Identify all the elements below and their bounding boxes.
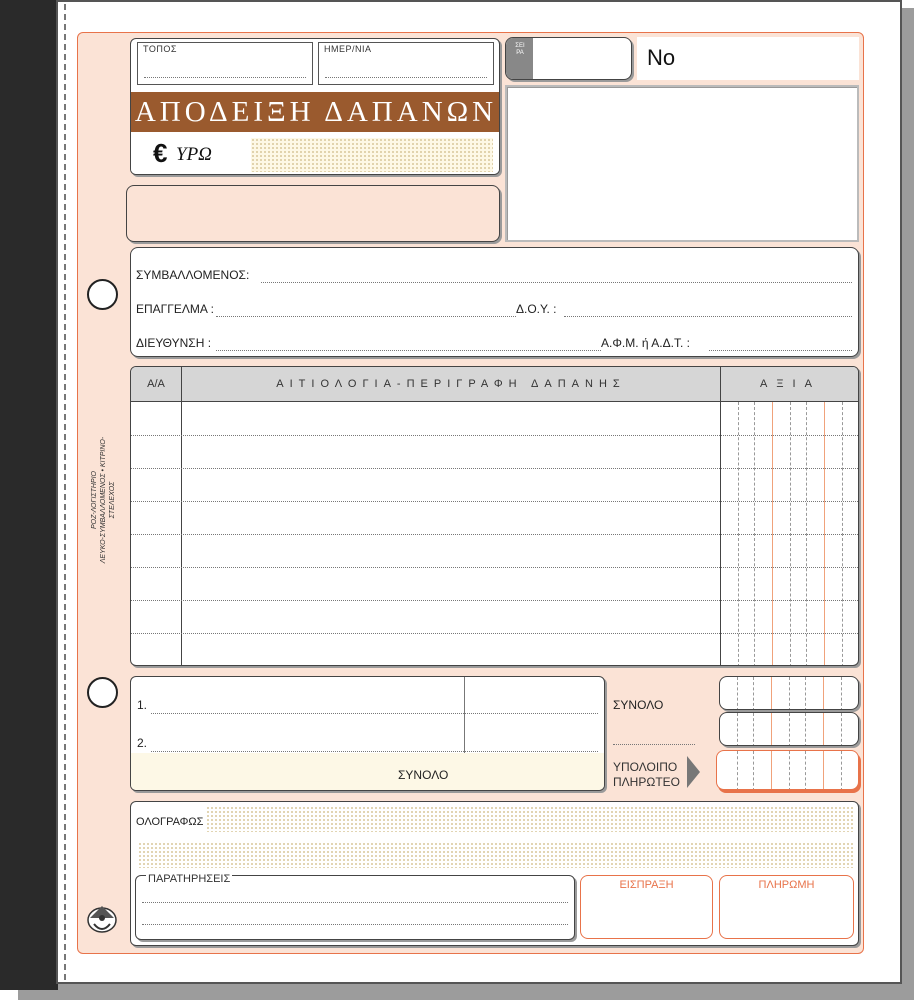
contractor-name-label: ΣΥΜΒΑΛΛΟΜΕΝΟΣ:: [136, 268, 250, 282]
items-table: [130, 366, 859, 666]
series-box[interactable]: [505, 37, 632, 80]
in-words-field[interactable]: [206, 806, 854, 832]
tax-total-label: ΣΥΝΟΛΟ: [398, 768, 449, 782]
address-field[interactable]: [216, 350, 601, 351]
contractor-section: [130, 247, 859, 357]
header-box: [130, 38, 500, 175]
place-label: ΤΟΠΟΣ: [143, 44, 177, 54]
place-field[interactable]: [137, 42, 313, 85]
table-row[interactable]: [131, 600, 859, 601]
payable-value-box[interactable]: [716, 750, 859, 790]
col-description-header: ΑΙΤΙΟΛΟΓΙΑ-ΠΕΡΙΓΡΑΦΗ ΔΑΠΑΝΗΣ: [276, 378, 626, 390]
arrow-right-icon: [687, 756, 700, 788]
received-box[interactable]: [580, 875, 713, 939]
date-field[interactable]: [318, 42, 494, 85]
in-words-field-2[interactable]: [138, 842, 854, 868]
contractor-name-field[interactable]: [261, 282, 852, 283]
col-value-header: ΑΞΙΑ: [760, 378, 821, 390]
profession-label: ΕΠΑΓΓΕΛΜΑ :: [136, 302, 214, 316]
copy-note-line1: ΡΟΖ-ΛΟΓΙΣΤΗΡΙΟ: [91, 471, 98, 529]
remaining-label-line1: ΥΠΟΛΟΙΠΟ: [613, 760, 678, 774]
col-number-header: Α/Α: [147, 378, 165, 390]
series-tab: [506, 38, 533, 80]
table-row[interactable]: [131, 468, 859, 469]
title-banner: [131, 92, 500, 132]
currency-text: ΥΡΩ: [176, 144, 212, 165]
currency-amount-field[interactable]: [251, 138, 493, 172]
tax-total-row: [131, 753, 605, 791]
payment-box[interactable]: [719, 875, 854, 939]
table-row[interactable]: [131, 534, 859, 535]
company-box[interactable]: [505, 85, 859, 242]
euro-icon: €: [153, 138, 168, 168]
table-row[interactable]: [131, 435, 859, 436]
tax-line-2-field[interactable]: [151, 751, 598, 752]
subtotal-value-box[interactable]: [719, 712, 859, 746]
perforation-line: [64, 4, 66, 980]
binding-spine: [0, 0, 58, 990]
table-row[interactable]: [131, 633, 859, 634]
tax-office-label: Δ.Ο.Υ. :: [516, 302, 557, 316]
tax-line-1-label: 1.: [137, 698, 148, 712]
tax-office-field[interactable]: [564, 316, 852, 317]
publisher-logo: [84, 898, 120, 942]
stamp-box[interactable]: [126, 185, 500, 242]
received-label: ΕΙΣΠΡΑΞΗ: [619, 879, 674, 891]
currency-row: [131, 132, 500, 175]
document-title: ΑΠΟΔΕΙΞΗ ΔΑΠΑΝΩΝ: [134, 96, 498, 128]
in-words-label: ΟΛΟΓΡΑΦΩΣ: [136, 816, 204, 828]
vat-field[interactable]: [709, 350, 852, 351]
tax-line-2-label: 2.: [137, 736, 148, 750]
table-row[interactable]: [131, 567, 859, 568]
vat-label: Α.Φ.Μ. ή Α.Δ.Τ. :: [601, 336, 690, 350]
table-row[interactable]: [131, 501, 859, 502]
taxes-box: [130, 676, 605, 791]
series-tab-label: ΣΕΙΡΑ: [515, 43, 525, 56]
date-label: ΗΜΕΡ/ΝΙΑ: [324, 44, 372, 54]
total-value-box[interactable]: [719, 676, 859, 710]
punch-hole-bottom: [87, 677, 118, 708]
notes-box[interactable]: [135, 875, 575, 940]
number-label: No: [647, 45, 676, 70]
payment-label: ΠΛΗΡΩΜΗ: [758, 879, 815, 891]
copy-note-line2: ΛΕΥΚΟ-ΣΥΜΒΑΛΛΟΜΕΝΟΣ • ΚΙΤΡΙΝΟ-ΣΤΕΛΕΧΟΣ: [100, 436, 116, 564]
remaining-label: [613, 760, 680, 790]
punch-hole-top: [87, 279, 118, 310]
notes-label: ΠΑΡΑΤΗΡΗΣΕΙΣ: [148, 873, 231, 885]
copy-distribution-note: [90, 430, 130, 570]
remaining-label-line2: ΠΛΗΡΩΤΕΟ: [613, 775, 680, 789]
profession-field[interactable]: [216, 316, 516, 317]
total-label: ΣΥΝΟΛΟ: [613, 698, 664, 712]
number-field[interactable]: [637, 37, 859, 80]
tax-line-1-field[interactable]: [151, 713, 598, 714]
address-label: ΔΙΕΥΘΥΝΣΗ :: [136, 336, 212, 350]
